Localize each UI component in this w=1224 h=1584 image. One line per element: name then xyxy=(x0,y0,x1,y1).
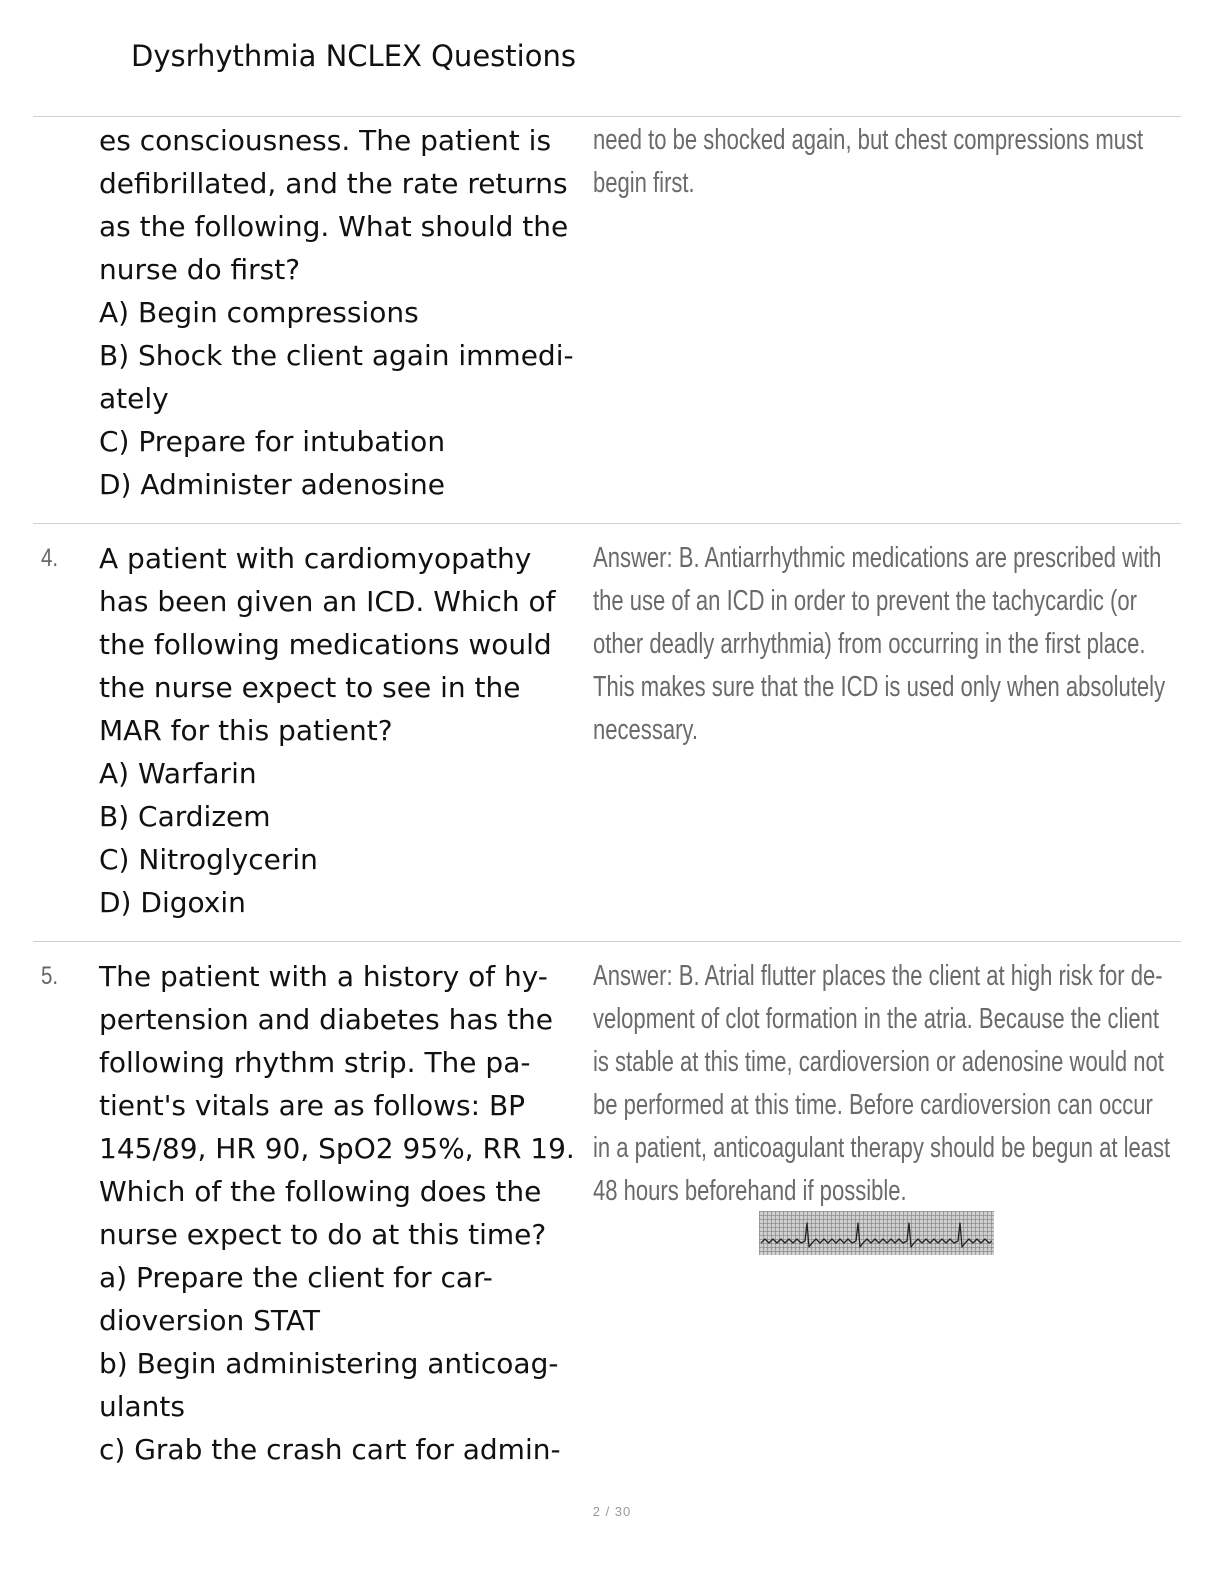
option-c: C) Prepare for intubation xyxy=(99,425,446,458)
option-b: B) Cardizem xyxy=(99,800,271,833)
ecg-waveform xyxy=(759,1211,994,1255)
q3-answer xyxy=(593,119,1183,205)
question-line: es consciousness. The patient is xyxy=(99,124,552,157)
option-c: c) Grab the crash cart for admin- xyxy=(99,1433,561,1466)
question-line: has been given an ICD. Which of xyxy=(99,585,556,618)
answer-line: begin first. xyxy=(593,167,695,199)
answer-line: Answer: B. Antiarrhythmic medications are prescribed with xyxy=(593,542,1162,574)
question-line: tient's vitals are as follows: BP xyxy=(99,1089,526,1122)
question-line: nurse do first? xyxy=(99,253,301,286)
answer-line: the use of an ICD in order to prevent the tachycardic (or xyxy=(593,585,1137,617)
q4-answer xyxy=(593,537,1183,752)
question-line: as the following. What should the xyxy=(99,210,569,243)
answer-line: Answer: B. Atrial flutter places the client at high risk for de- xyxy=(593,960,1163,992)
rhythm-strip-image xyxy=(759,1211,994,1255)
divider xyxy=(33,941,1181,942)
answer-line: be performed at this time. Before cardioversion can occur xyxy=(593,1089,1153,1121)
question-line: The patient with a history of hy- xyxy=(99,960,548,993)
q4-question xyxy=(99,537,589,924)
option-d: D) Digoxin xyxy=(99,886,246,919)
q5-answer xyxy=(593,955,1183,1213)
question-line: the nurse expect to see in the xyxy=(99,671,521,704)
answer-line: other deadly arrhythmia) from occurring in the first place. xyxy=(593,628,1146,660)
answer-line: in a patient, anticoagulant therapy should be begun at least xyxy=(593,1132,1171,1164)
question-line: nurse expect to do at this time? xyxy=(99,1218,547,1251)
option-b: b) Begin administering anticoag- xyxy=(99,1347,559,1380)
question-line: defibrillated, and the rate returns xyxy=(99,167,568,200)
question-line: 145/89, HR 90, SpO2 95%, RR 19. xyxy=(99,1132,575,1165)
answer-line: is stable at this time, cardioversion or adenosine would not xyxy=(593,1046,1164,1078)
option-a-cont: dioversion STAT xyxy=(99,1304,320,1337)
answer-line: This makes sure that the ICD is used only when absolutely xyxy=(593,671,1166,703)
question-number: 5. xyxy=(41,962,59,990)
question-line: Which of the following does the xyxy=(99,1175,542,1208)
option-a: A) Begin compressions xyxy=(99,296,419,329)
divider xyxy=(33,523,1181,524)
question-line: MAR for this patient? xyxy=(99,714,393,747)
answer-line: necessary. xyxy=(593,714,698,746)
answer-line: need to be shocked again, but chest compressions must xyxy=(593,124,1144,156)
page-title: Dysrhythmia NCLEX Questions xyxy=(131,39,576,73)
option-b-cont: ately xyxy=(99,382,169,415)
q3-question xyxy=(99,119,589,506)
option-b: B) Shock the client again immedi- xyxy=(99,339,574,372)
option-b-cont: ulants xyxy=(99,1390,185,1423)
answer-line: 48 hours beforehand if possible. xyxy=(593,1175,907,1207)
question-line: pertension and diabetes has the xyxy=(99,1003,553,1036)
option-d: D) Administer adenosine xyxy=(99,468,445,501)
question-line: A patient with cardiomyopathy xyxy=(99,542,532,575)
question-line: following rhythm strip. The pa- xyxy=(99,1046,531,1079)
q5-question xyxy=(99,955,589,1471)
answer-line: velopment of clot formation in the atria. Because the client xyxy=(593,1003,1160,1035)
question-number: 4. xyxy=(41,544,59,572)
option-a: a) Prepare the client for car- xyxy=(99,1261,493,1294)
question-line: the following medications would xyxy=(99,628,552,661)
divider xyxy=(33,116,1181,117)
page-number: 2 / 30 xyxy=(592,1504,632,1519)
option-a: A) Warfarin xyxy=(99,757,257,790)
option-c: C) Nitroglycerin xyxy=(99,843,318,876)
